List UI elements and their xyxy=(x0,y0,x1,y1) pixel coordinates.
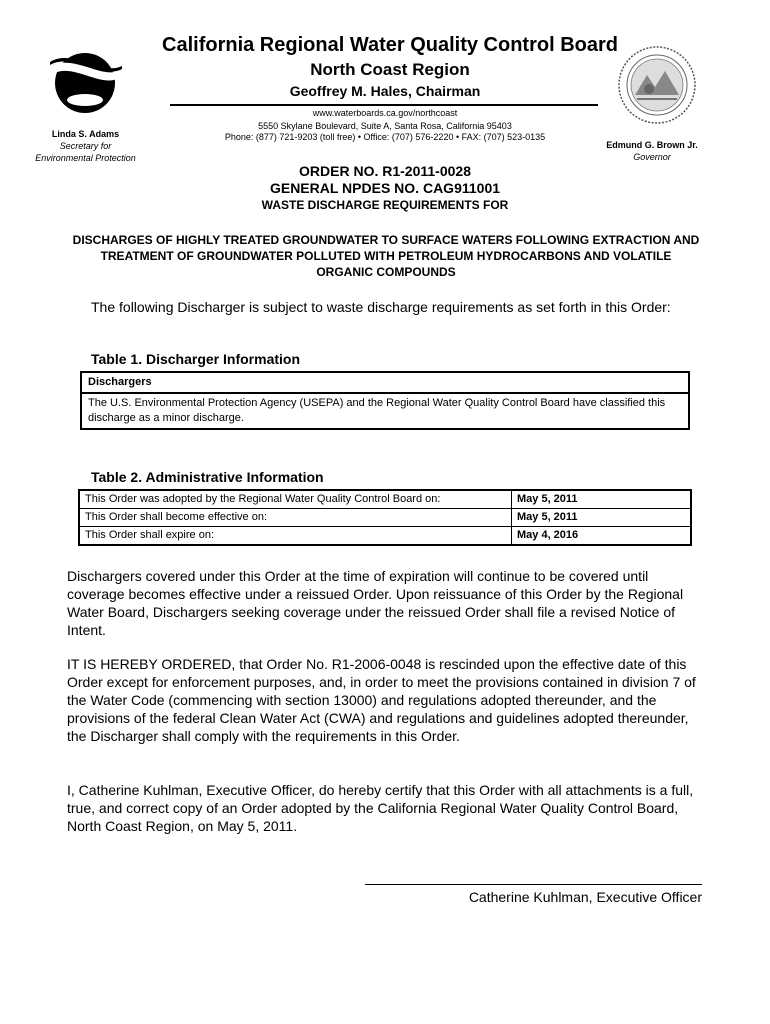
table1-content: The U.S. Environmental Protection Agency (USEPA) and the Regional Water Quality Control Board have classified this discharge as a minor discharge. xyxy=(81,393,689,429)
row-label: This Order was adopted by the Regional Water Quality Control Board on: xyxy=(79,490,512,509)
chairman: Geoffrey M. Hales, Chairman xyxy=(289,83,481,99)
table-row xyxy=(79,490,691,509)
table-row xyxy=(79,509,691,527)
table-row xyxy=(79,527,691,546)
left-official-title-2: Environmental Protection xyxy=(35,153,136,163)
website-link[interactable]: www.waterboards.ca.gov/northcoast xyxy=(312,108,458,118)
table2-caption: Table 2. Administrative Information xyxy=(91,469,324,485)
intro-text: The following Discharger is subject to waste discharge requirements as set forth in this Order: xyxy=(91,299,671,315)
table1-header: Dischargers xyxy=(81,372,689,393)
table1-caption: Table 1. Discharger Information xyxy=(91,351,301,367)
order-subtitle: WASTE DISCHARGE REQUIREMENTS FOR xyxy=(261,198,509,212)
discharges-heading: DISCHARGES OF HIGHLY TREATED GROUNDWATER TO SURFACE WATERS FOLLOWING EXTRACTION AND TREATMENT OF GROUNDWATER POLLUTED WITH PETROLEUM HYDROCARBONS AND VOLATILE ORGANIC COMPOUNDS xyxy=(72,233,700,279)
left-official-name: Linda S. Adams xyxy=(51,129,120,139)
region-name: North Coast Region xyxy=(310,60,470,79)
row-label: This Order shall become effective on: xyxy=(79,509,512,527)
water-board-logo-icon xyxy=(48,50,122,116)
address: 5550 Skylane Boulevard, Suite A, Santa Rosa, California 95403 xyxy=(258,121,512,131)
row-value: May 5, 2011 xyxy=(512,509,692,527)
discharger-info-table xyxy=(80,371,690,430)
paragraph-certification: I, Catherine Kuhlman, Executive Officer, do hereby certify that this Order with all attachments is a full, true, and correct copy of an Order adopted by the California Regional Water Quality Control Board, North Coast Region, on May 5, 2011. xyxy=(67,782,694,834)
board-name: California Regional Water Quality Control Board xyxy=(162,34,618,56)
paragraph-ordered: IT IS HEREBY ORDERED, that Order No. R1-2006-0048 is rescinded upon the effective date of this Order except for enforcement purposes, and, in order to meet the provisions contained in division 7 of the Water Code (commencing with section 13000) and regulations adopted thereunder, and the provisions of the federal Clean Water Act (CWA) and regulations and guidelines adopted thereunder, the Discharger shall comply with the requirements in this Order. xyxy=(67,656,696,744)
row-value: May 5, 2011 xyxy=(512,490,692,509)
signature-line xyxy=(365,884,702,885)
left-official-title-1: Secretary for xyxy=(59,141,112,151)
order-number: ORDER NO. R1-2011-0028 xyxy=(299,163,471,179)
row-label: This Order shall expire on: xyxy=(79,527,512,546)
right-official-title: Governor xyxy=(633,152,671,162)
right-official-name: Edmund G. Brown Jr. xyxy=(606,140,698,150)
left-official xyxy=(18,128,153,164)
row-value: May 4, 2016 xyxy=(512,527,692,546)
header-rule xyxy=(170,104,598,106)
california-state-seal-icon xyxy=(617,45,697,125)
npdes-number: GENERAL NPDES NO. CAG911001 xyxy=(269,180,501,196)
right-official xyxy=(596,139,708,163)
signature-name: Catherine Kuhlman, Executive Officer xyxy=(468,889,702,905)
phone-line: Phone: (877) 721-9203 (toll free) • Office: (707) 576-2220 • FAX: (707) 523-0135 xyxy=(224,132,546,142)
paragraph-expiration: Dischargers covered under this Order at the time of expiration will continue to be covered until coverage becomes effective under a reissued Order. Upon reissuance of this Order by the Regional Water Board, Dischargers seeking coverage under the reissued Order shall file a revised Notice of Intent. xyxy=(67,568,684,638)
administrative-info-table xyxy=(78,489,692,546)
